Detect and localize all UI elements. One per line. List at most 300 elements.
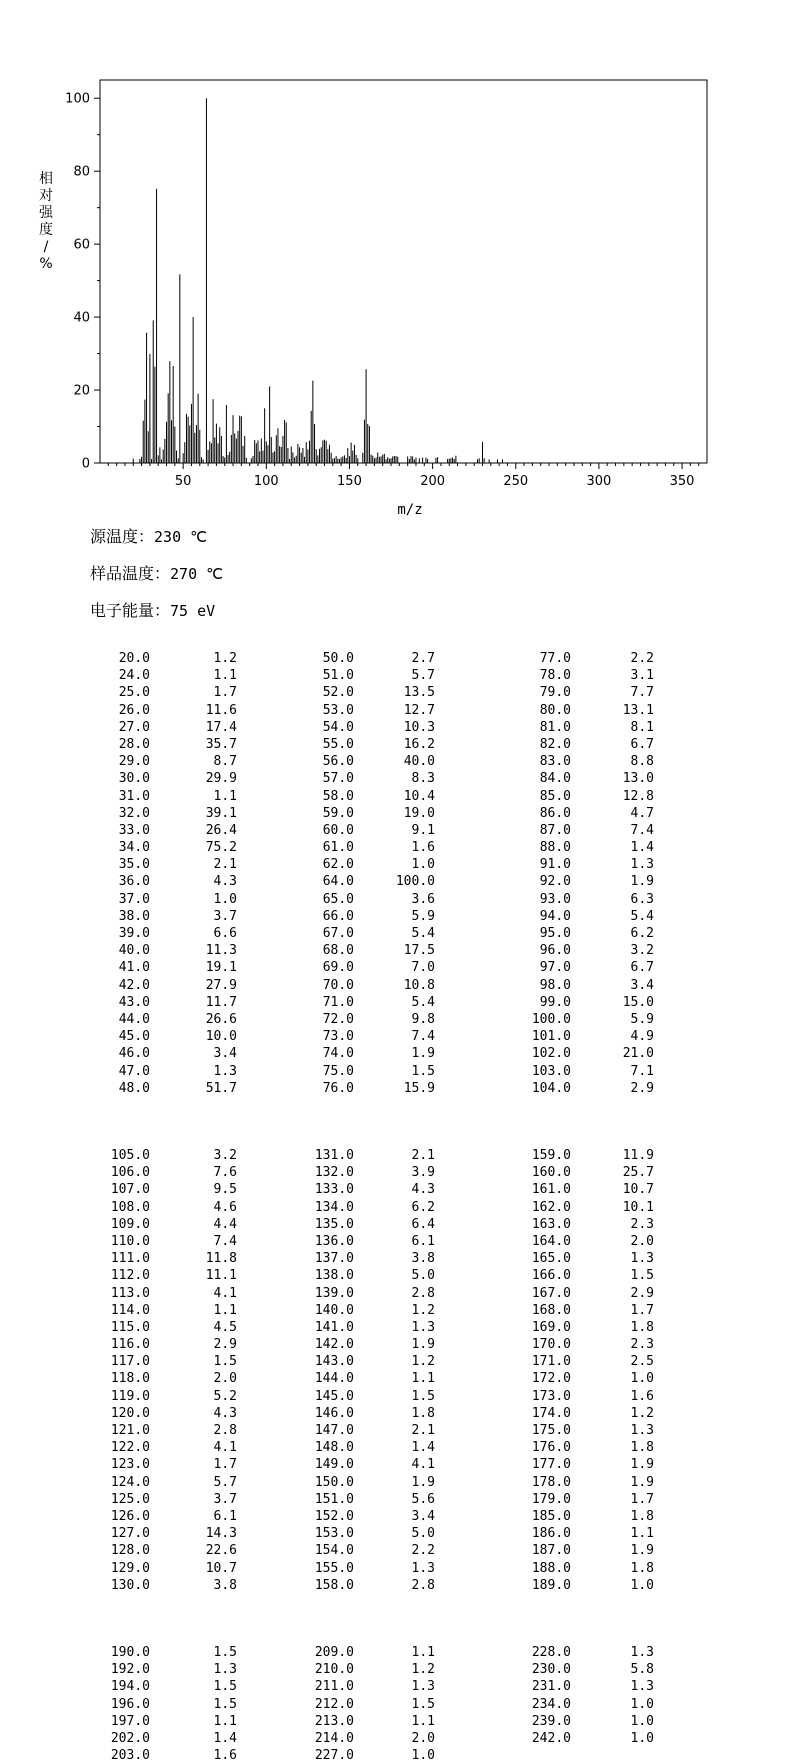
intensity-cell: 1.1 — [411, 1713, 435, 1729]
mz-cell: 143.0 — [314, 1354, 354, 1370]
intensity-cell: 7.4 — [411, 1029, 435, 1045]
table-row — [0, 1456, 794, 1473]
intensity-cell: 2.2 — [630, 651, 654, 666]
table-row — [0, 684, 794, 701]
mz-cell: 75.0 — [322, 1063, 354, 1079]
table-row — [0, 1285, 794, 1302]
table-row — [0, 788, 794, 805]
table-row — [0, 1474, 794, 1491]
mz-cell: 25.0 — [118, 685, 150, 701]
mz-cell: 153.0 — [314, 1526, 354, 1542]
mz-cell: 161.0 — [531, 1182, 571, 1198]
mz-cell: 67.0 — [322, 926, 354, 941]
mz-cell: 70.0 — [322, 977, 354, 993]
intensity-cell: 4.3 — [411, 1182, 435, 1198]
mz-cell: 45.0 — [118, 1029, 150, 1045]
mz-cell: 174.0 — [531, 1405, 571, 1421]
intensity-cell: 2.7 — [411, 651, 435, 666]
mz-cell: 234.0 — [531, 1696, 571, 1712]
mz-cell: 27.0 — [118, 719, 150, 735]
table-row — [0, 1063, 794, 1080]
intensity-cell: 19.1 — [205, 960, 237, 976]
intensity-cell: 10.0 — [205, 1029, 237, 1045]
mz-cell: 125.0 — [110, 1491, 150, 1507]
mz-cell: 108.0 — [110, 1199, 150, 1215]
intensity-cell: 1.5 — [213, 1696, 237, 1712]
spectrum-peaks — [133, 98, 502, 463]
table-row — [0, 1216, 794, 1233]
mz-cell: 169.0 — [531, 1319, 571, 1335]
mz-cell: 42.0 — [118, 977, 150, 993]
intensity-cell: 2.2 — [411, 1543, 435, 1559]
table-row — [0, 770, 794, 787]
mz-cell: 91.0 — [539, 857, 571, 873]
mz-cell: 141.0 — [314, 1319, 354, 1335]
intensity-cell: 7.7 — [630, 685, 654, 701]
intensity-cell: 15.0 — [622, 994, 654, 1010]
intensity-cell: 1.2 — [411, 1302, 435, 1318]
intensity-cell: 6.1 — [411, 1233, 435, 1249]
x-tick-label: 200 — [420, 474, 446, 489]
intensity-cell: 51.7 — [205, 1080, 237, 1096]
x-tick-label: 350 — [669, 474, 695, 489]
intensity-cell: 1.5 — [411, 1063, 435, 1079]
mz-cell: 179.0 — [531, 1491, 571, 1507]
intensity-cell: 1.9 — [630, 874, 654, 890]
intensity-cell: 6.2 — [630, 926, 654, 941]
table-row — [0, 1560, 794, 1577]
intensity-cell: 6.2 — [411, 1199, 435, 1215]
y-tick-label: 20 — [73, 383, 90, 399]
y-tick-label: 80 — [73, 164, 90, 180]
mz-cell: 76.0 — [322, 1080, 354, 1096]
mz-cell: 173.0 — [531, 1388, 571, 1404]
x-tick-label: 150 — [337, 474, 362, 489]
table-row — [0, 1080, 794, 1097]
table-row — [0, 856, 794, 873]
intensity-cell: 3.8 — [411, 1251, 435, 1267]
intensity-cell: 3.2 — [213, 1148, 237, 1163]
mz-cell: 145.0 — [314, 1388, 354, 1404]
mz-cell: 167.0 — [531, 1285, 571, 1301]
intensity-cell: 3.4 — [411, 1508, 435, 1524]
intensity-cell: 6.1 — [213, 1508, 237, 1524]
intensity-cell: 4.1 — [411, 1457, 435, 1473]
table-row — [0, 1644, 794, 1661]
mz-cell: 122.0 — [110, 1440, 150, 1456]
mz-cell: 189.0 — [531, 1577, 571, 1593]
intensity-cell: 1.2 — [411, 1662, 435, 1678]
intensity-cell: 1.6 — [630, 1388, 654, 1404]
table-row — [0, 1336, 794, 1353]
table-row — [0, 1147, 794, 1164]
table-row — [0, 650, 794, 667]
mz-cell: 109.0 — [110, 1216, 150, 1232]
mz-cell: 151.0 — [314, 1491, 354, 1507]
y-title-char: 对 — [39, 188, 53, 204]
table-row — [0, 908, 794, 925]
mz-cell: 171.0 — [531, 1354, 571, 1370]
intensity-cell: 7.0 — [411, 960, 435, 976]
mz-cell: 55.0 — [322, 736, 354, 752]
mz-cell: 165.0 — [531, 1251, 571, 1267]
intensity-cell: 11.7 — [205, 994, 237, 1010]
table-row — [0, 994, 794, 1011]
mz-cell: 231.0 — [531, 1679, 571, 1695]
mz-cell: 118.0 — [110, 1371, 150, 1387]
mz-cell: 65.0 — [322, 891, 354, 907]
y-axis-ticks — [65, 92, 100, 472]
mz-cell: 194.0 — [110, 1679, 150, 1695]
mz-cell: 144.0 — [314, 1371, 354, 1387]
table-row — [0, 1661, 794, 1678]
mz-cell: 123.0 — [110, 1457, 150, 1473]
intensity-cell: 3.9 — [411, 1165, 435, 1181]
intensity-cell: 11.1 — [205, 1268, 237, 1284]
peak-table-block — [0, 1644, 794, 1764]
intensity-cell: 12.7 — [403, 702, 435, 718]
intensity-cell: 1.3 — [630, 1423, 654, 1438]
table-row — [0, 1577, 794, 1594]
y-title-char: 强 — [39, 205, 53, 221]
intensity-cell: 2.9 — [630, 1080, 654, 1096]
mz-cell: 96.0 — [539, 943, 571, 959]
sample-temperature-value: 270 ℃ — [170, 565, 223, 583]
intensity-cell: 10.8 — [403, 977, 435, 993]
mz-cell: 95.0 — [539, 926, 571, 941]
intensity-cell: 40.0 — [403, 754, 435, 770]
mz-cell: 133.0 — [314, 1182, 354, 1198]
electron-energy-label: 电子能量： — [90, 601, 171, 620]
y-title-char: 相 — [39, 171, 53, 187]
table-row — [0, 1491, 794, 1508]
mz-cell: 164.0 — [531, 1233, 571, 1249]
intensity-cell: 27.9 — [205, 977, 237, 993]
intensity-cell: 8.7 — [213, 754, 237, 770]
mz-cell: 80.0 — [539, 702, 571, 718]
mz-cell: 85.0 — [539, 788, 571, 804]
peak-table-block — [0, 650, 794, 1097]
mz-cell: 142.0 — [314, 1337, 354, 1353]
mz-cell: 148.0 — [314, 1440, 354, 1456]
y-axis-title — [39, 170, 54, 272]
intensity-cell: 2.3 — [630, 1216, 654, 1232]
table-row — [0, 1405, 794, 1422]
mz-cell: 114.0 — [110, 1302, 150, 1318]
table-row — [0, 1181, 794, 1198]
intensity-cell: 1.8 — [630, 1508, 654, 1524]
mz-cell: 211.0 — [314, 1679, 354, 1695]
intensity-cell: 1.2 — [630, 1405, 654, 1421]
mz-cell: 84.0 — [539, 771, 571, 787]
mz-cell: 175.0 — [531, 1423, 571, 1438]
y-title-char: / — [43, 239, 49, 255]
mz-cell: 104.0 — [531, 1080, 571, 1096]
intensity-cell: 1.3 — [411, 1319, 435, 1335]
mz-cell: 227.0 — [314, 1748, 354, 1764]
intensity-cell: 1.3 — [213, 1063, 237, 1079]
intensity-cell: 1.7 — [213, 1457, 237, 1473]
mz-cell: 178.0 — [531, 1474, 571, 1490]
sample-temperature — [90, 561, 223, 584]
mz-cell: 87.0 — [539, 822, 571, 838]
intensity-cell: 26.6 — [205, 1011, 237, 1027]
intensity-cell: 5.2 — [213, 1388, 237, 1404]
mz-cell: 117.0 — [110, 1354, 150, 1370]
intensity-cell: 3.1 — [630, 668, 654, 684]
mz-cell: 110.0 — [110, 1233, 150, 1249]
intensity-cell: 1.4 — [411, 1440, 435, 1456]
intensity-cell: 4.3 — [213, 1405, 237, 1421]
intensity-cell: 1.1 — [213, 668, 237, 684]
intensity-cell: 6.4 — [411, 1216, 435, 1232]
intensity-cell: 1.1 — [630, 1526, 654, 1542]
mz-cell: 29.0 — [118, 754, 150, 770]
mz-cell: 152.0 — [314, 1508, 354, 1524]
intensity-cell: 1.1 — [213, 1713, 237, 1729]
mz-cell: 59.0 — [322, 805, 354, 821]
mz-cell: 166.0 — [531, 1268, 571, 1284]
mz-cell: 209.0 — [314, 1645, 354, 1660]
table-row — [0, 1233, 794, 1250]
mz-cell: 52.0 — [322, 685, 354, 701]
mz-cell: 102.0 — [531, 1046, 571, 1062]
intensity-cell: 1.4 — [213, 1730, 237, 1746]
intensity-cell: 4.3 — [213, 874, 237, 890]
mz-cell: 38.0 — [118, 908, 150, 924]
mz-cell: 82.0 — [539, 736, 571, 752]
intensity-cell: 17.4 — [205, 719, 237, 735]
intensity-cell: 7.1 — [630, 1063, 654, 1079]
mz-cell: 192.0 — [110, 1662, 150, 1678]
x-tick-label: 250 — [503, 474, 529, 489]
mz-cell: 56.0 — [322, 754, 354, 770]
mz-cell: 37.0 — [118, 891, 150, 907]
intensity-cell: 2.0 — [411, 1730, 435, 1746]
intensity-cell: 1.1 — [411, 1371, 435, 1387]
table-row — [0, 736, 794, 753]
table-row — [0, 925, 794, 942]
intensity-cell: 1.3 — [630, 1645, 654, 1660]
mz-cell: 31.0 — [118, 788, 150, 804]
table-row — [0, 719, 794, 736]
intensity-cell: 10.7 — [205, 1560, 237, 1576]
y-title-char: 度 — [39, 222, 53, 238]
x-tick-label: 50 — [174, 474, 192, 489]
intensity-cell: 1.3 — [630, 1251, 654, 1267]
mz-cell: 119.0 — [110, 1388, 150, 1404]
mz-cell: 71.0 — [322, 994, 354, 1010]
intensity-cell: 5.9 — [630, 1011, 654, 1027]
mz-cell: 99.0 — [539, 994, 571, 1010]
mz-cell: 74.0 — [322, 1046, 354, 1062]
mz-cell: 39.0 — [118, 926, 150, 941]
table-row — [0, 753, 794, 770]
intensity-cell: 29.9 — [205, 771, 237, 787]
intensity-cell: 1.7 — [630, 1302, 654, 1318]
mz-cell: 155.0 — [314, 1560, 354, 1576]
table-row — [0, 873, 794, 890]
mz-cell: 150.0 — [314, 1474, 354, 1490]
mz-cell: 120.0 — [110, 1405, 150, 1421]
y-tick-label: 0 — [81, 456, 90, 472]
intensity-cell: 8.8 — [630, 754, 654, 770]
mz-cell: 230.0 — [531, 1662, 571, 1678]
table-row — [0, 667, 794, 684]
mz-cell: 48.0 — [118, 1080, 150, 1096]
mz-cell: 62.0 — [322, 857, 354, 873]
intensity-cell: 3.4 — [630, 977, 654, 993]
mass-spectrum-chart — [0, 0, 794, 520]
intensity-cell: 1.0 — [411, 857, 435, 873]
mz-cell: 107.0 — [110, 1182, 150, 1198]
electron-energy — [90, 598, 215, 621]
mz-cell: 88.0 — [539, 840, 571, 856]
mz-cell: 168.0 — [531, 1302, 571, 1318]
intensity-cell: 15.9 — [403, 1080, 435, 1096]
mz-cell: 115.0 — [110, 1319, 150, 1335]
mz-cell: 61.0 — [322, 840, 354, 856]
mz-cell: 140.0 — [314, 1302, 354, 1318]
mz-cell: 228.0 — [531, 1645, 571, 1660]
intensity-cell: 1.1 — [411, 1645, 435, 1660]
intensity-cell: 4.7 — [630, 805, 654, 821]
mz-cell: 136.0 — [314, 1233, 354, 1249]
mz-cell: 57.0 — [322, 771, 354, 787]
intensity-cell: 2.9 — [630, 1285, 654, 1301]
table-row — [0, 1678, 794, 1695]
intensity-cell: 2.0 — [213, 1371, 237, 1387]
intensity-cell: 1.0 — [213, 891, 237, 907]
mz-cell: 162.0 — [531, 1199, 571, 1215]
table-row — [0, 1542, 794, 1559]
mz-cell: 131.0 — [314, 1148, 354, 1163]
table-row — [0, 1422, 794, 1439]
mz-cell: 112.0 — [110, 1268, 150, 1284]
mz-cell: 242.0 — [531, 1730, 571, 1746]
table-row — [0, 1319, 794, 1336]
intensity-cell: 2.8 — [213, 1423, 237, 1438]
mz-cell: 149.0 — [314, 1457, 354, 1473]
mz-cell: 50.0 — [322, 651, 354, 666]
intensity-cell: 1.1 — [213, 788, 237, 804]
table-row — [0, 839, 794, 856]
source-temperature-label: 源温度： — [90, 527, 155, 546]
intensity-cell: 1.5 — [213, 1354, 237, 1370]
mz-cell: 40.0 — [118, 943, 150, 959]
mz-cell: 78.0 — [539, 668, 571, 684]
intensity-cell: 1.5 — [213, 1645, 237, 1660]
mz-cell: 69.0 — [322, 960, 354, 976]
table-row — [0, 1302, 794, 1319]
mz-cell: 97.0 — [539, 960, 571, 976]
peak-table-block — [0, 1147, 794, 1594]
intensity-cell: 6.7 — [630, 736, 654, 752]
intensity-cell: 1.0 — [630, 1371, 654, 1387]
intensity-cell: 3.7 — [213, 1491, 237, 1507]
mz-cell: 130.0 — [110, 1577, 150, 1593]
intensity-cell: 14.3 — [205, 1526, 237, 1542]
y-title-char: % — [39, 256, 53, 272]
intensity-cell: 21.0 — [622, 1046, 654, 1062]
intensity-cell: 2.1 — [213, 857, 237, 873]
intensity-cell: 1.5 — [213, 1679, 237, 1695]
intensity-cell: 5.9 — [411, 908, 435, 924]
mz-cell: 210.0 — [314, 1662, 354, 1678]
intensity-cell: 4.1 — [213, 1440, 237, 1456]
intensity-cell: 1.0 — [630, 1577, 654, 1593]
table-row — [0, 1713, 794, 1730]
mz-cell: 147.0 — [314, 1423, 354, 1438]
intensity-cell: 1.5 — [411, 1696, 435, 1712]
table-row — [0, 1199, 794, 1216]
mz-cell: 158.0 — [314, 1577, 354, 1593]
table-row — [0, 942, 794, 959]
table-row — [0, 977, 794, 994]
intensity-cell: 26.4 — [205, 822, 237, 838]
intensity-cell: 35.7 — [205, 736, 237, 752]
intensity-cell: 1.9 — [411, 1046, 435, 1062]
mz-cell: 116.0 — [110, 1337, 150, 1353]
mz-cell: 137.0 — [314, 1251, 354, 1267]
intensity-cell: 4.5 — [213, 1319, 237, 1335]
table-row — [0, 1353, 794, 1370]
mz-cell: 134.0 — [314, 1199, 354, 1215]
intensity-cell: 4.9 — [630, 1029, 654, 1045]
mz-cell: 214.0 — [314, 1730, 354, 1746]
intensity-cell: 4.6 — [213, 1199, 237, 1215]
intensity-cell: 3.4 — [213, 1046, 237, 1062]
table-row — [0, 1747, 794, 1764]
source-temperature-value: 230 ℃ — [154, 528, 207, 546]
mz-cell: 100.0 — [531, 1011, 571, 1027]
mz-cell: 98.0 — [539, 977, 571, 993]
mz-cell: 64.0 — [322, 874, 354, 890]
mz-cell: 186.0 — [531, 1526, 571, 1542]
mz-cell: 111.0 — [110, 1251, 150, 1267]
intensity-cell: 1.0 — [630, 1730, 654, 1746]
mz-cell: 46.0 — [118, 1046, 150, 1062]
table-row — [0, 822, 794, 839]
table-row — [0, 1028, 794, 1045]
mz-cell: 66.0 — [322, 908, 354, 924]
intensity-cell: 7.6 — [213, 1165, 237, 1181]
mz-cell: 73.0 — [322, 1029, 354, 1045]
mz-cell: 190.0 — [110, 1645, 150, 1660]
intensity-cell: 2.8 — [411, 1285, 435, 1301]
intensity-cell: 1.2 — [411, 1354, 435, 1370]
intensity-cell: 9.1 — [411, 822, 435, 838]
intensity-cell: 22.6 — [205, 1543, 237, 1559]
intensity-cell: 1.8 — [630, 1319, 654, 1335]
mz-cell: 34.0 — [118, 840, 150, 856]
intensity-cell: 19.0 — [403, 805, 435, 821]
intensity-cell: 11.9 — [622, 1148, 654, 1163]
intensity-cell: 5.0 — [411, 1526, 435, 1542]
mz-cell: 58.0 — [322, 788, 354, 804]
mz-cell: 135.0 — [314, 1216, 354, 1232]
intensity-cell: 1.9 — [411, 1337, 435, 1353]
intensity-cell: 2.1 — [411, 1148, 435, 1163]
intensity-cell: 1.1 — [213, 1302, 237, 1318]
mz-cell: 24.0 — [118, 668, 150, 684]
mz-cell: 139.0 — [314, 1285, 354, 1301]
intensity-cell: 1.9 — [630, 1543, 654, 1559]
mz-cell: 127.0 — [110, 1526, 150, 1542]
intensity-cell: 25.7 — [622, 1165, 654, 1181]
y-tick-label: 100 — [65, 91, 90, 107]
mz-cell: 86.0 — [539, 805, 571, 821]
